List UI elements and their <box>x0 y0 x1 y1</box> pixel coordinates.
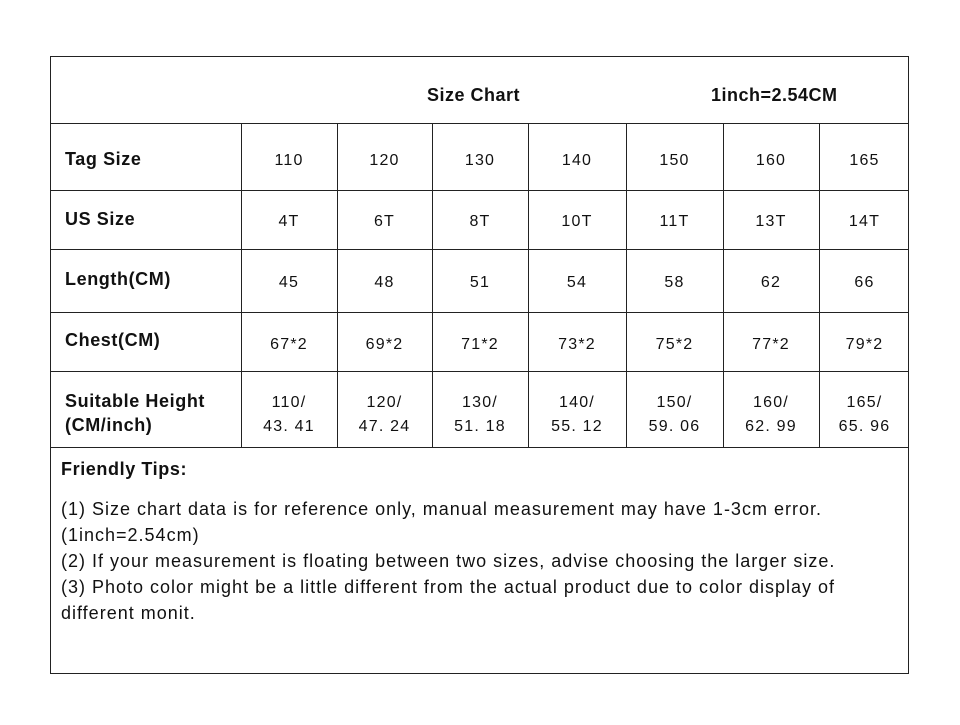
row-label: Tag Size <box>65 149 142 169</box>
grid-line <box>819 123 820 447</box>
unit-conversion: 1inch=2.54CM <box>711 85 838 105</box>
grid-line <box>241 123 242 447</box>
cell: 10T <box>561 213 593 230</box>
grid-line <box>337 123 338 447</box>
tip-item: (1) Size chart data is for reference only, manual measurement may have 1-3cm error. (1inch=2.54cm) <box>61 499 822 545</box>
cell: 75*2 <box>655 336 694 353</box>
cell: 48 <box>374 274 395 291</box>
row-label-line: (CM/inch) <box>65 415 153 435</box>
cell: 11T <box>659 213 690 230</box>
row-label: Chest(CM) <box>65 330 161 350</box>
cell: 51 <box>469 274 491 291</box>
cell-line: 51. 18 <box>454 418 506 435</box>
cell: 130 <box>464 152 496 169</box>
grid-line <box>723 123 724 447</box>
cell: 165 <box>849 152 880 169</box>
cell: 79*2 <box>845 336 884 353</box>
grid-line <box>626 123 627 447</box>
cell-line: 165/ <box>846 394 883 411</box>
row-label: Length(CM) <box>65 269 171 289</box>
cell-line: 65. 96 <box>838 418 891 435</box>
size-chart <box>50 56 909 674</box>
cell-line: 43. 41 <box>263 418 315 435</box>
row-us-size <box>51 190 908 250</box>
cell: 71*2 <box>461 336 499 353</box>
cell-line: 110/ <box>271 394 307 411</box>
cell: 69*2 <box>365 336 404 353</box>
cell: 14T <box>848 213 881 230</box>
cell: 4T <box>278 213 300 230</box>
cell-line: 130/ <box>462 394 498 411</box>
grid-line <box>528 123 529 447</box>
cell <box>819 391 910 439</box>
cell <box>337 391 432 439</box>
cell: 62 <box>760 274 782 291</box>
cell: 150 <box>659 152 690 169</box>
cell <box>626 391 723 439</box>
cell-line: 59. 06 <box>648 418 701 435</box>
grid-line <box>432 123 433 447</box>
cell-line: 55. 12 <box>551 418 603 435</box>
row-chest <box>51 312 908 372</box>
cell: 6T <box>373 213 396 230</box>
cell-line: 140/ <box>559 394 595 411</box>
row-label-line: Suitable Height <box>65 391 206 411</box>
cell: 8T <box>469 213 491 230</box>
cell: 54 <box>566 274 588 291</box>
cell: 58 <box>664 274 685 291</box>
cell-line: 120/ <box>366 394 403 411</box>
cell <box>432 391 528 439</box>
cell-line: 160/ <box>753 394 789 411</box>
tips-title: Friendly Tips: <box>61 459 188 479</box>
row-length <box>51 249 908 313</box>
cell: 45 <box>278 274 300 291</box>
row-suitable-height <box>51 371 908 448</box>
cell: 13T <box>755 213 787 230</box>
cell: 140 <box>561 152 593 169</box>
cell <box>528 391 626 439</box>
cell-line: 62. 99 <box>745 418 797 435</box>
tip-item: (2) If your measurement is floating between two sizes, advise choosing the larger size. <box>61 551 836 571</box>
cell <box>723 391 819 439</box>
row-label <box>65 389 205 437</box>
title-row <box>51 57 908 124</box>
chart-title: Size Chart <box>427 85 521 105</box>
cell: 110 <box>274 152 304 169</box>
cell: 160 <box>755 152 787 169</box>
row-tag-size <box>51 123 908 191</box>
cell: 73*2 <box>558 336 596 353</box>
cell: 66 <box>854 274 875 291</box>
tip-item: (3) Photo color might be a little different from the actual product due to color display of different monit. <box>61 577 836 623</box>
friendly-tips <box>61 459 900 626</box>
cell-line: 150/ <box>656 394 693 411</box>
row-label: US Size <box>65 209 136 229</box>
cell: 120 <box>369 152 400 169</box>
cell <box>241 391 337 439</box>
cell-line: 47. 24 <box>358 418 411 435</box>
cell: 67*2 <box>270 336 308 353</box>
cell: 77*2 <box>752 336 790 353</box>
